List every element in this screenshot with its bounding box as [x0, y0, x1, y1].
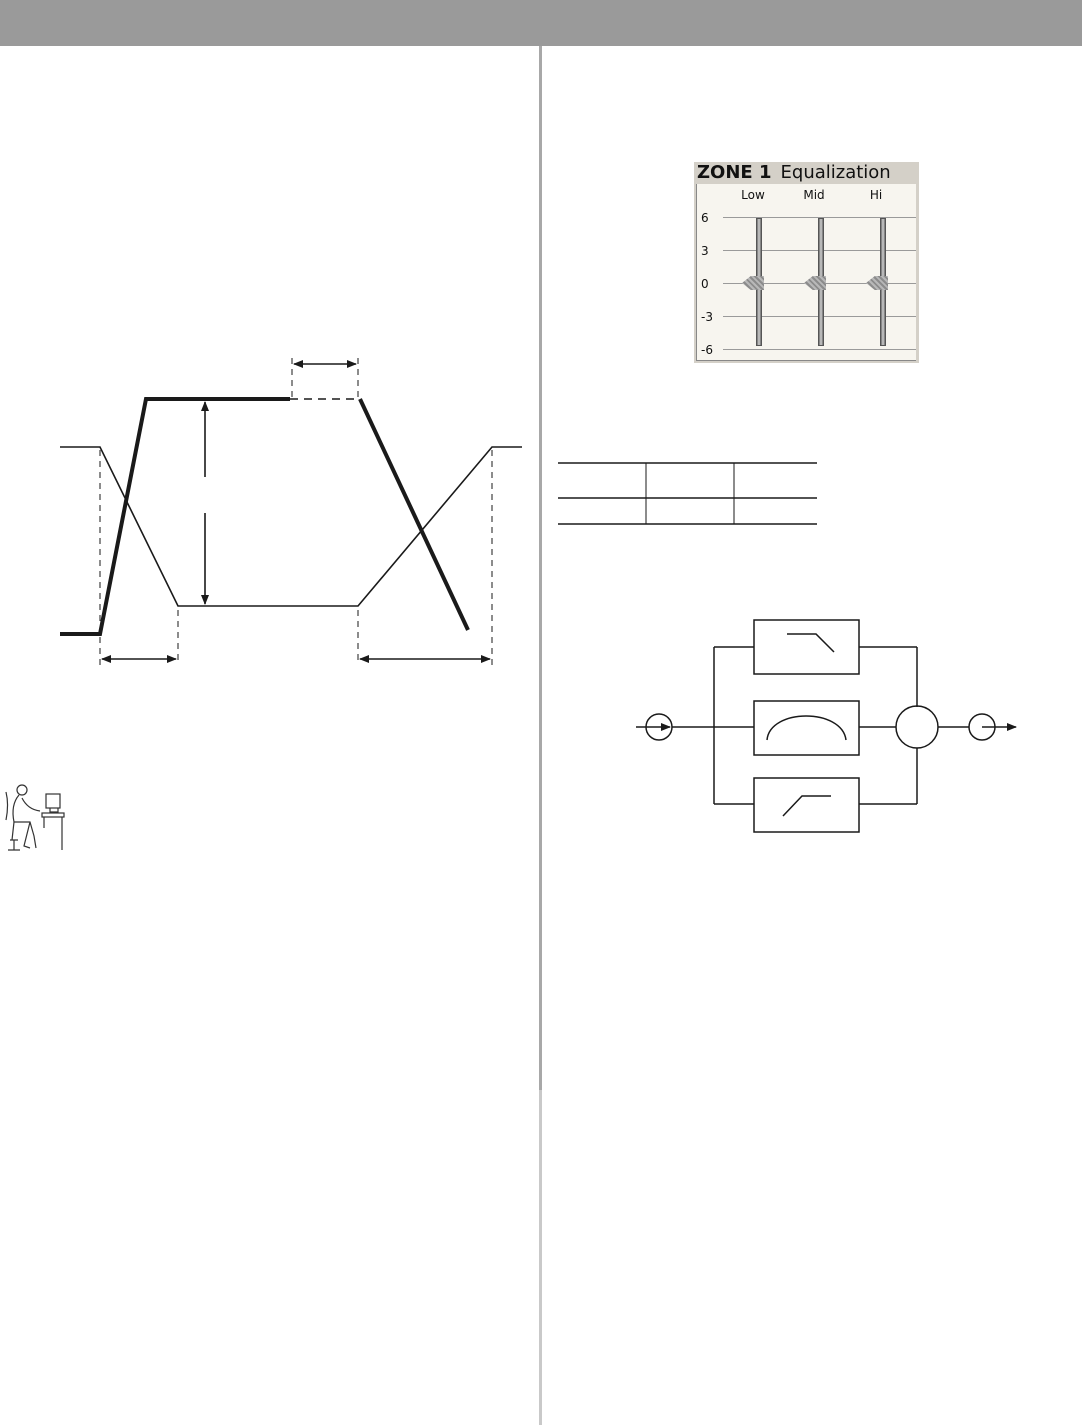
summing-node-icon	[896, 706, 938, 748]
thin-level-curve	[60, 447, 522, 606]
filter-block-diagram	[630, 612, 1030, 842]
thick-falling-segment	[360, 399, 468, 630]
band-label-hi: Hi	[869, 188, 883, 202]
column-divider-lower	[539, 1090, 542, 1425]
header-bar	[0, 0, 1082, 46]
highpass-filter-block	[754, 778, 859, 832]
scale-tick: 6	[701, 211, 709, 225]
hi-slider-thumb[interactable]	[866, 276, 888, 290]
scale-tick: 3	[701, 244, 709, 258]
lowpass-filter-icon	[787, 634, 834, 652]
person-at-computer-icon	[2, 780, 68, 854]
zone-label: ZONE 1	[697, 162, 772, 183]
bandpass-filter-icon	[767, 716, 846, 740]
equalizer-title	[697, 162, 891, 184]
bandpass-filter-block	[754, 701, 859, 755]
gridline	[723, 349, 916, 350]
equalization-label: Equalization	[780, 162, 891, 183]
equalizer-panel	[694, 162, 919, 363]
band-label-mid: Mid	[803, 188, 825, 202]
mid-slider-thumb[interactable]	[804, 276, 826, 290]
equalizer-plot	[696, 184, 916, 361]
scale-tick: 0	[701, 277, 709, 291]
crossfade-diagram	[0, 340, 540, 1060]
ruled-table	[557, 460, 819, 526]
band-label-low: Low	[741, 188, 765, 202]
scale-tick: -6	[701, 343, 713, 357]
scale-tick: -3	[701, 310, 713, 324]
low-slider-thumb[interactable]	[742, 276, 764, 290]
lowpass-filter-block	[754, 620, 859, 674]
highpass-filter-icon	[783, 796, 831, 816]
